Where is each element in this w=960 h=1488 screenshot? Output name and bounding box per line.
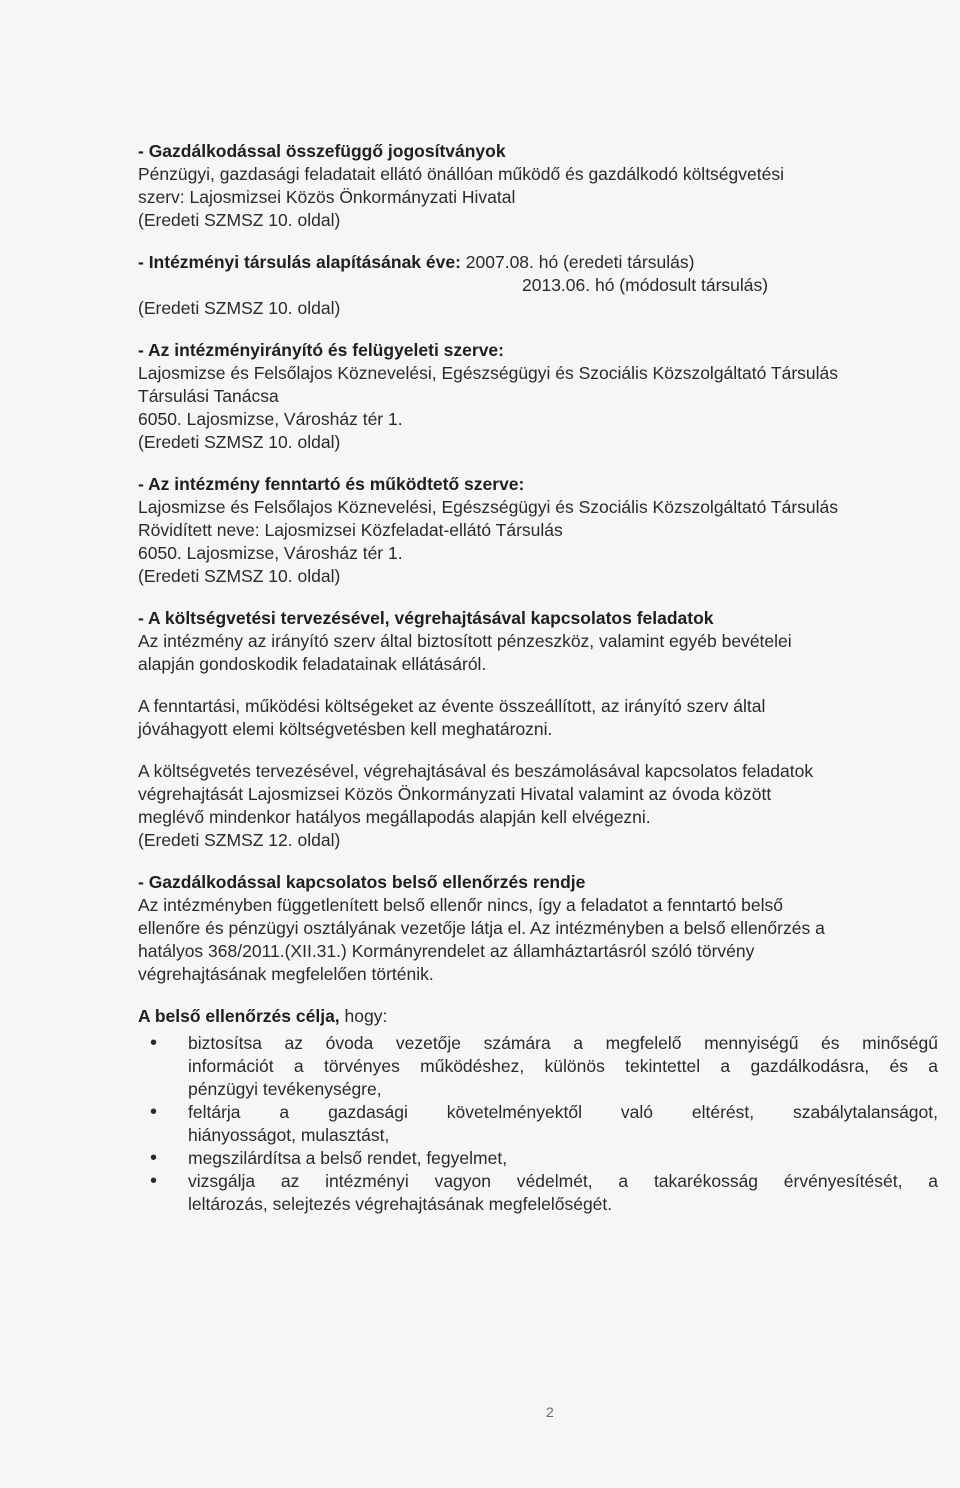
text-line: leltározás, selejtezés végrehajtásának megfelelőségét. [188,1194,613,1214]
paragraph [138,760,938,852]
section-iranyito [138,339,938,454]
text-line: Lajosmizse és Felsőlajos Köznevelési, Egészségügyi és Szociális Közszolgáltató Társulás [138,363,839,383]
page-number: 2 [546,1404,554,1420]
paragraph [138,630,938,676]
text-line: végrehajtásának megfelelően történik. [138,964,434,984]
text-line: alapján gondoskodik feladatainak ellátásáról. [138,654,487,674]
text-line: • vizsgálja az intézményi vagyon védelmét, a takarékosság érvényesítését, a [188,1171,938,1191]
text-line: Társulási Tanácsa [138,386,279,406]
text-line: Az intézményben függetlenített belső ellenőr nincs, így a feladatot a fenntartó belső [138,895,783,915]
text-line: A költségvetés tervezésével, végrehajtásával és beszámolásával kapcsolatos feladatok [138,761,814,781]
text-line: Lajosmizse és Felsőlajos Köznevelési, Egészségügyi és Szociális Közszolgáltató Társulás [138,497,839,517]
text-line: szerv: Lajosmizsei Közös Önkormányzati Hivatal [138,187,516,207]
list-item [138,1032,938,1101]
text-line: (Eredeti SZMSZ 10. oldal) [138,566,341,586]
text-line: (Eredeti SZMSZ 10. oldal) [138,432,341,452]
text-line: (Eredeti SZMSZ 10. oldal) [138,210,341,230]
text-line: információt a törvényes működéshez, különös tekintettel a gazdálkodásra, és a [188,1056,938,1076]
section-tarsulas [138,251,938,320]
text-line: hatályos 368/2011.(XII.31.) Kormányrendelet az államháztartásról szóló törvény [138,941,755,961]
text-line: végrehajtását Lajosmizsei Közös Önkormányzati Hivatal valamint az óvoda között [138,784,772,804]
paragraph [138,695,938,741]
section-heading: - Gazdálkodással összefüggő jogosítványok [138,141,506,161]
text-line: • feltárja a gazdasági követelményektől való eltérést, szabálytalanságot, [188,1102,938,1122]
text-line: pénzügyi tevékenységre, [188,1079,382,1099]
list-item [138,1101,938,1147]
section-heading: A belső ellenőrzés célja, [138,1006,340,1026]
section-fenntarto [138,473,938,588]
text-line: • megszilárdítsa a belső rendet, fegyelmet, [188,1148,508,1168]
section-heading: - Gazdálkodással kapcsolatos belső ellenőrzés rendje [138,872,586,892]
text-line: 6050. Lajosmizse, Városház tér 1. [138,543,403,563]
section-heading: - Intézményi társulás alapításának éve: [138,252,461,272]
heading-tail: hogy: [339,1006,388,1026]
section-heading: - Az intézményirányító és felügyeleti szerve: [138,340,504,360]
goal-list [138,1032,938,1216]
tarsulas-date-modified: 2013.06. hó (módosult társulás) [522,275,769,295]
section-ellenorzes-celja [138,1005,938,1216]
celja-heading-line [138,1005,938,1028]
text-line: ellenőre és pénzügyi osztályának vezetője látja el. Az intézményben a belső ellenőrzés a [138,918,825,938]
list-item [138,1170,938,1216]
section-heading: - A költségvetési tervezésével, végrehajtásával kapcsolatos feladatok [138,608,714,628]
tarsulas-date-original: 2007.08. hó (eredeti társulás) [460,252,695,272]
list-item [138,1147,938,1170]
text-line: (Eredeti SZMSZ 12. oldal) [138,830,341,850]
text-line: (Eredeti SZMSZ 10. oldal) [138,298,341,318]
text-line: Az intézmény az irányító szerv által biztosított pénzeszköz, valamint egyéb bevételei [138,631,792,651]
section-jogositvanyok [138,140,938,232]
section-belso-ellenorzes [138,871,938,986]
text-line: 6050. Lajosmizse, Városház tér 1. [138,409,403,429]
section-koltsegvetes [138,607,938,852]
section-heading: - Az intézmény fenntartó és működtető szerve: [138,474,525,494]
tarsulas-line [138,251,938,274]
document-body [138,140,938,1235]
text-line: • biztosítsa az óvoda vezetője számára a megfelelő mennyiségű és minőségű [188,1033,938,1053]
text-line: hiányosságot, mulasztást, [188,1125,390,1145]
text-line: jóváhagyott elemi költségvetésben kell meghatározni. [138,719,553,739]
text-line: Pénzügyi, gazdasági feladatait ellátó önállóan működő és gazdálkodó költségvetési [138,164,784,184]
text-line: Rövidített neve: Lajosmizsei Közfeladat-ellátó Társulás [138,520,563,540]
text-line: A fenntartási, működési költségeket az évente összeállított, az irányító szerv által [138,696,766,716]
text-line: meglévő mindenkor hatályos megállapodás alapján kell elvégezni. [138,807,651,827]
